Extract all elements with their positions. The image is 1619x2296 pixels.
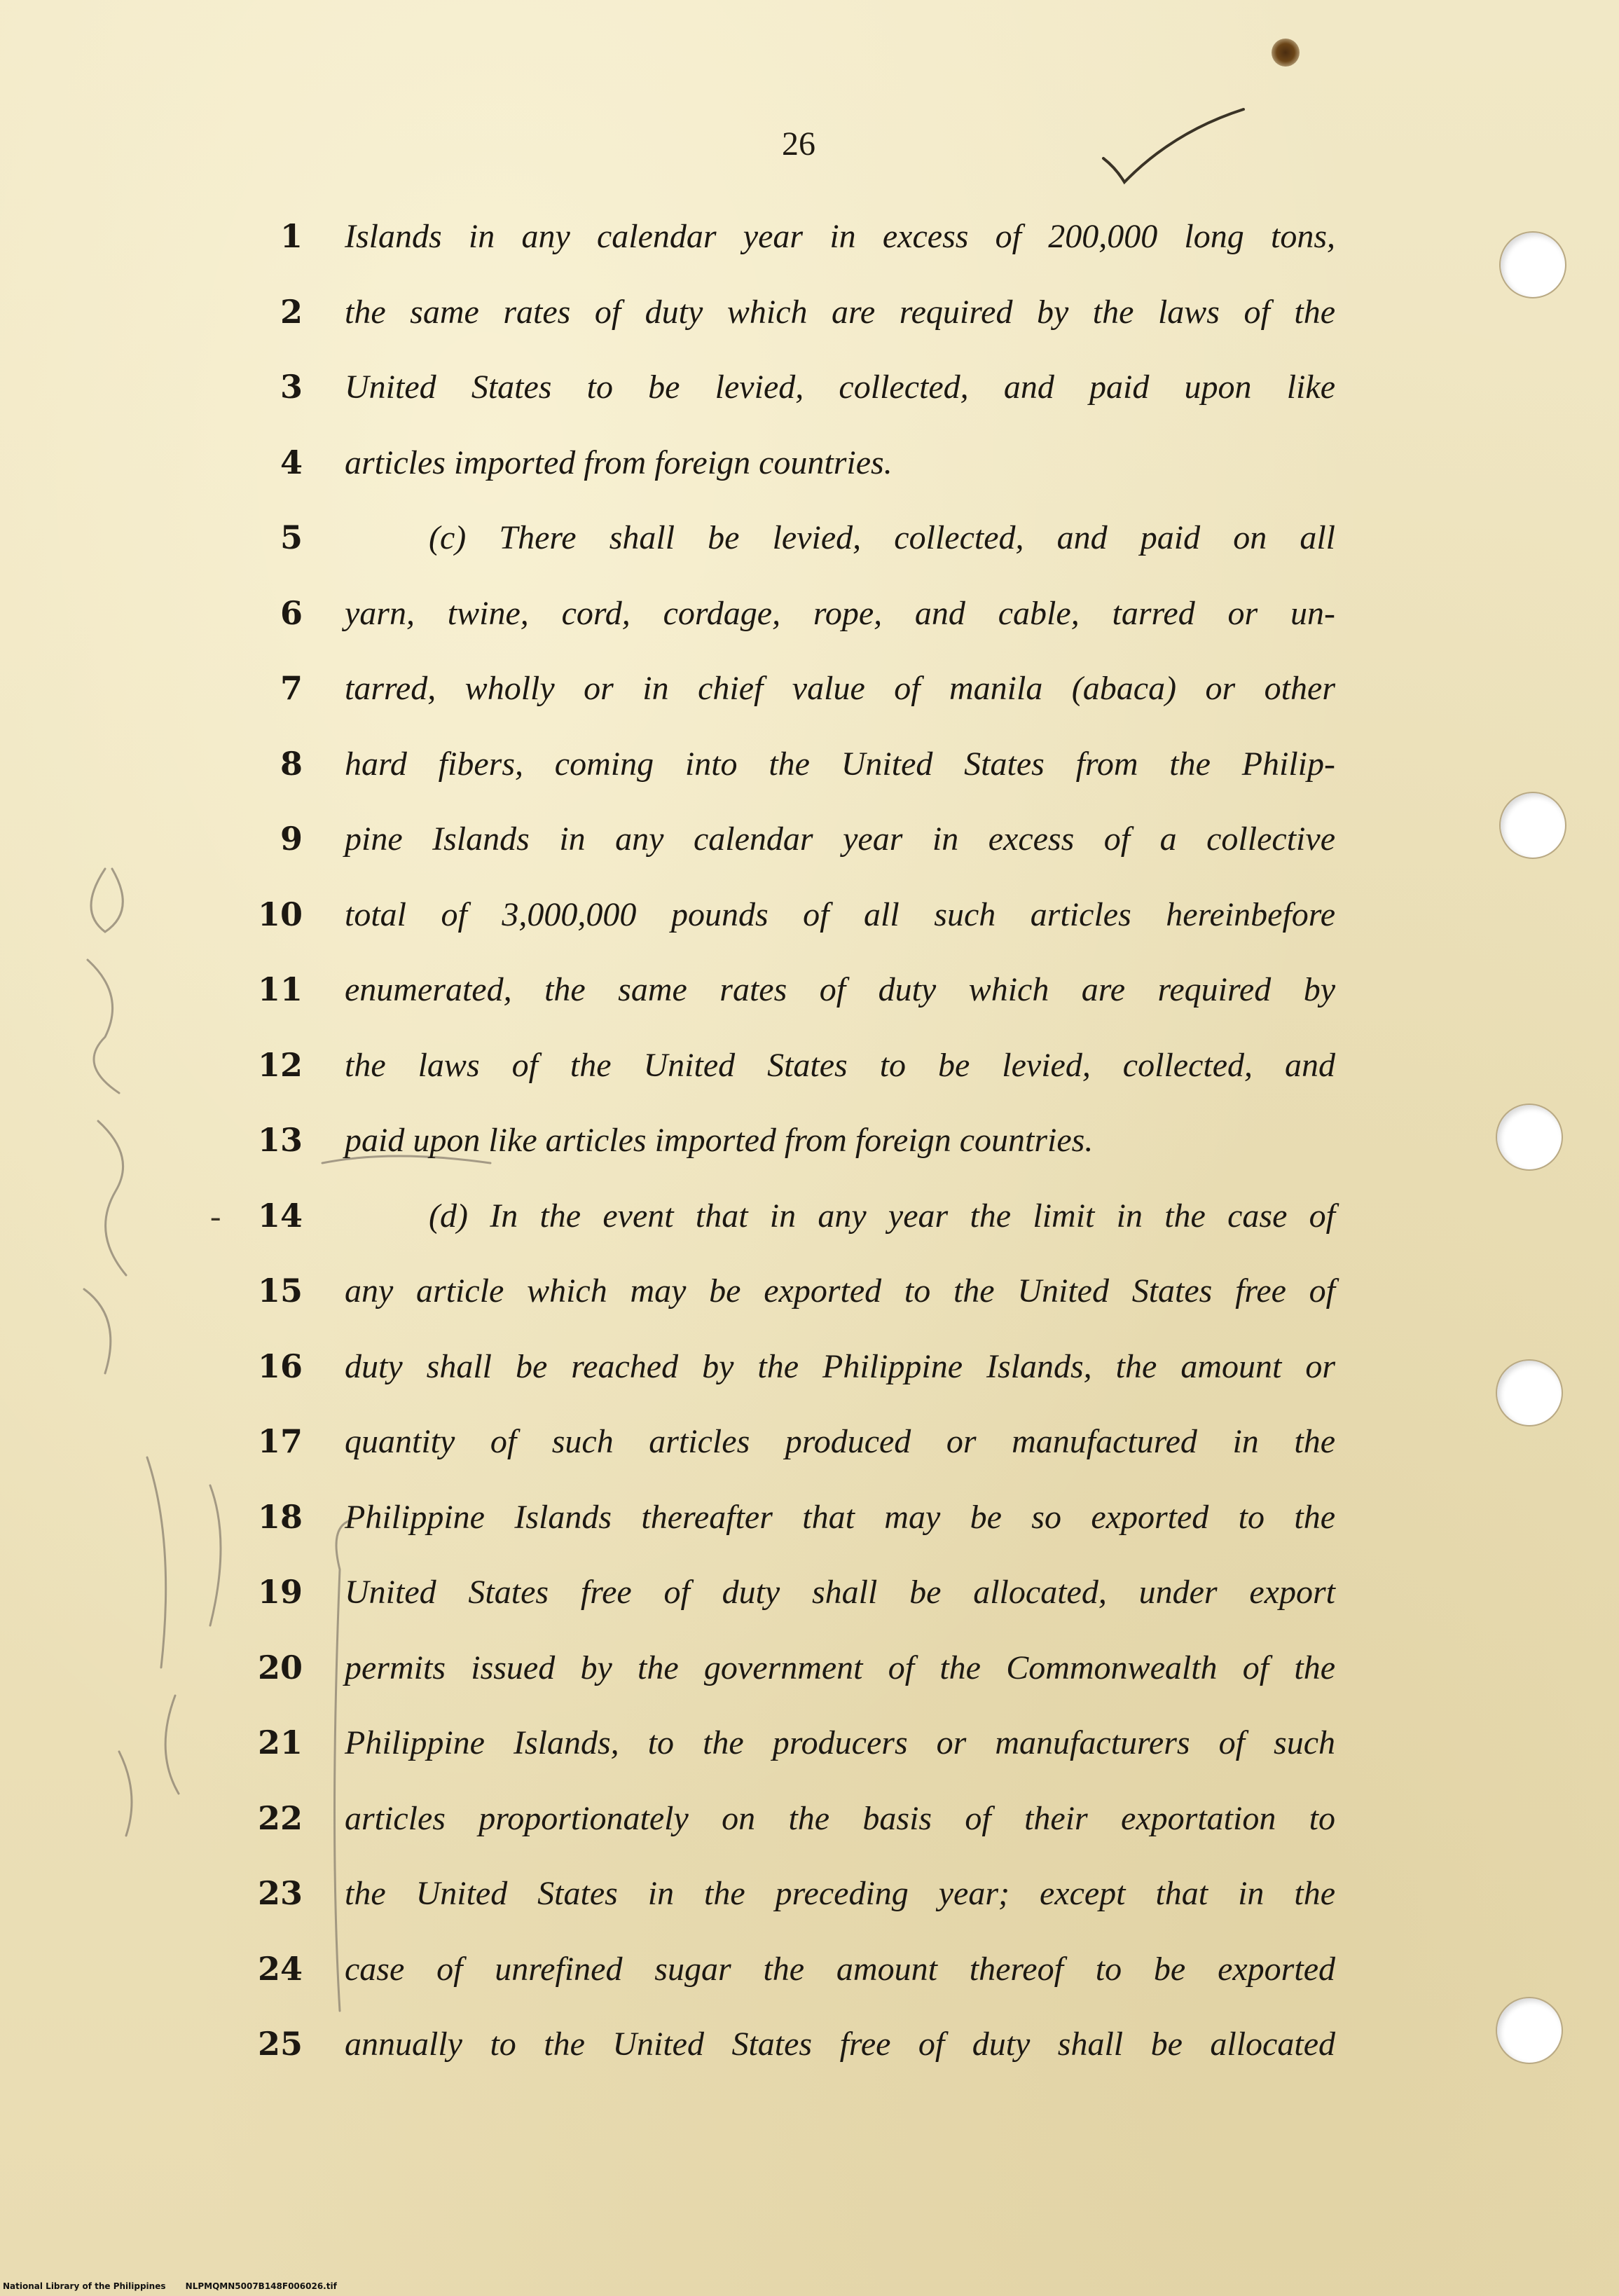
text-line-5	[252, 500, 1345, 576]
line-number: 22	[257, 1799, 303, 1837]
line-text: articles imported from foreign countries.	[345, 444, 893, 481]
text-line-3	[252, 350, 1345, 425]
line-text: any article which may be exported to the United States free of	[345, 1272, 1335, 1309]
line-number: 2	[280, 292, 303, 331]
text-line-21	[252, 1705, 1345, 1781]
line-number: 14	[257, 1196, 303, 1235]
line-text: yarn, twine, cord, cordage, rope, and cable, tarred or un-	[345, 594, 1335, 632]
line-text: articles proportionately on the basis of their exportation to	[345, 1799, 1335, 1837]
library-credit: National Library of the Philippines	[3, 2281, 166, 2291]
line-number: 23	[257, 1874, 303, 1912]
text-line-9	[252, 802, 1345, 877]
text-line-14	[210, 1178, 1345, 1254]
line-number: 20	[257, 1648, 303, 1686]
line-text: paid upon like articles imported from foreign countries.	[345, 1122, 1094, 1159]
text-line-8	[252, 727, 1345, 802]
line-number: 12	[257, 1045, 303, 1084]
line-text: quantity of such articles produced or manufactured in the	[345, 1423, 1335, 1460]
text-line-13	[252, 1103, 1345, 1178]
text-line-22	[252, 1781, 1345, 1857]
text-line-15	[252, 1253, 1345, 1329]
text-line-25	[252, 2007, 1345, 2082]
text-line-7	[252, 651, 1345, 727]
line-number: 24	[257, 1949, 303, 1988]
line-text: the United States in the preceding year; except that in the	[345, 1875, 1335, 1912]
line-text: Philippine Islands, to the producers or manufacturers of such	[345, 1724, 1335, 1761]
line-number: 8	[280, 744, 303, 783]
line-text: tarred, wholly or in chief value of manila (abaca) or other	[345, 670, 1335, 707]
scan-footer	[3, 2281, 354, 2291]
text-line-10	[252, 877, 1345, 953]
page-number: 26	[782, 125, 815, 163]
punch-hole	[1499, 792, 1566, 859]
text-line-1	[252, 199, 1345, 275]
line-number: 10	[257, 895, 303, 933]
text-line-4	[252, 425, 1345, 501]
line-text: United States free of duty shall be allocated, under export	[345, 1574, 1335, 1611]
line-number: 17	[257, 1422, 303, 1460]
line-text: (c) There shall be levied, collected, and paid on all	[429, 519, 1335, 556]
text-line-11	[252, 952, 1345, 1028]
line-number: 4	[280, 443, 303, 481]
text-line-24	[252, 1932, 1345, 2007]
line-text: hard fibers, coming into the United States from the Philip-	[345, 745, 1335, 783]
line-number: 7	[280, 669, 303, 707]
text-line-12	[252, 1028, 1345, 1104]
line-number: 1	[280, 217, 303, 255]
line-number: 6	[280, 593, 303, 632]
line-text: Philippine Islands thereafter that may be so exported to the	[345, 1498, 1335, 1536]
line-number: 19	[257, 1573, 303, 1611]
text-line-23	[252, 1856, 1345, 1932]
punch-hole	[1496, 1997, 1563, 2064]
line-number: 3	[280, 368, 303, 406]
line-text: case of unrefined sugar the amount thereof to be exported	[345, 1950, 1335, 1988]
check-mark-icon	[1096, 104, 1251, 188]
file-id: NLPMQMN5007B148F006026.tif	[185, 2281, 337, 2291]
line-text: total of 3,000,000 pounds of all such articles hereinbefore	[345, 895, 1335, 933]
line-number: 9	[280, 820, 303, 858]
line-number: 15	[257, 1272, 303, 1309]
text-line-2	[252, 275, 1345, 350]
text-line-19	[252, 1555, 1345, 1630]
bill-text	[210, 199, 1345, 2082]
line-number: 11	[257, 970, 303, 1008]
line-number: 5	[280, 518, 303, 556]
margin-dash-mark: -	[210, 1197, 221, 1234]
line-text: annually to the United States free of duty shall be allocated	[345, 2026, 1335, 2063]
text-line-20	[252, 1630, 1345, 1706]
punch-hole	[1499, 231, 1566, 298]
line-number: 25	[257, 2025, 303, 2063]
line-text: Islands in any calendar year in excess of 200,000 long tons,	[345, 218, 1335, 255]
text-line-16	[252, 1329, 1345, 1405]
line-text: the same rates of duty which are required by the laws of the	[345, 293, 1335, 331]
line-number: 18	[257, 1497, 303, 1536]
line-text: enumerated, the same rates of duty which are required by	[345, 971, 1335, 1008]
line-text: duty shall be reached by the Philippine Islands, the amount or	[345, 1347, 1335, 1385]
line-text: the laws of the United States to be levied, collected, and	[345, 1046, 1335, 1084]
text-line-18	[252, 1480, 1345, 1555]
punch-hole	[1496, 1104, 1563, 1171]
line-text: pine Islands in any calendar year in excess of a collective	[345, 820, 1335, 858]
text-line-6	[252, 576, 1345, 652]
line-number: 13	[257, 1121, 303, 1159]
ink-stain	[1272, 39, 1300, 67]
punch-hole	[1496, 1359, 1563, 1427]
line-text: United States to be levied, collected, and paid upon like	[345, 369, 1335, 406]
line-text: permits issued by the government of the Commonwealth of the	[345, 1649, 1335, 1686]
line-number: 16	[257, 1347, 303, 1385]
line-text: (d) In the event that in any year the limit in the case of	[429, 1197, 1335, 1235]
line-number: 21	[257, 1724, 303, 1761]
text-line-17	[252, 1404, 1345, 1480]
